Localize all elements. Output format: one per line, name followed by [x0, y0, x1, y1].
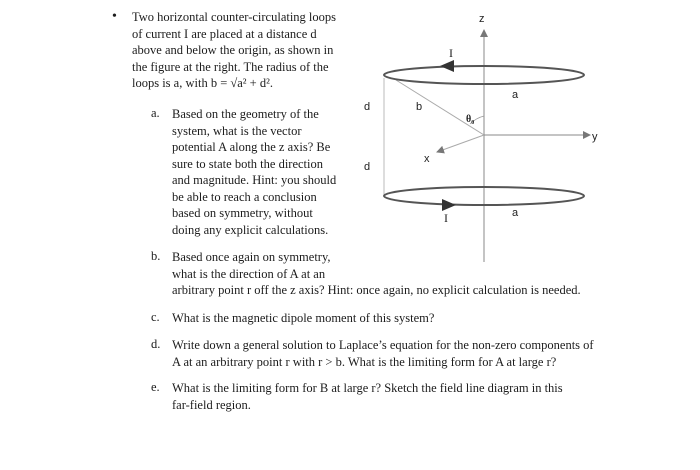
d-lower-label: d [364, 161, 371, 173]
question-d-line: A at an arbitrary point r with r > b. What is the limiting form for A at large r? [172, 354, 557, 369]
d-upper-label: d [364, 101, 371, 113]
question-a-line: based on symmetry, without [172, 206, 313, 220]
question-b-line: Based once again on symmetry, [172, 250, 331, 264]
question-a-line: be able to reach a conclusion [172, 189, 317, 204]
bottom-current-arrow [442, 199, 456, 211]
question-e-letter: e. [151, 380, 160, 394]
x-axis-label: x [424, 153, 430, 165]
theta-label: θ₀ [466, 114, 475, 125]
b-radius-line [396, 80, 484, 135]
intro-line: of current I are placed at a distance d [132, 26, 317, 41]
intro-line: above and below the origin, as shown in [132, 43, 334, 57]
question-d-line: Write down a general solution to Laplace’s equation for the non-zero components of [172, 338, 594, 352]
top-current-arrow [440, 60, 454, 72]
question-b-letter: b. [151, 249, 161, 263]
current-bottom-label: I [444, 211, 448, 225]
question-a-line: sure to state both the direction [172, 156, 324, 171]
z-axis-label: z [479, 13, 485, 25]
question-a-letter: a. [151, 106, 160, 120]
question-a-line: system, what is the vector [172, 123, 302, 138]
b-label: b [416, 101, 423, 113]
question-b-line: arbitrary point r off the z axis? Hint: once again, no explicit calculation is needed. [172, 283, 581, 297]
question-a-line: and magnitude. Hint: you should [172, 173, 337, 187]
radius-bottom-label: a [512, 207, 519, 219]
question-d-letter: d. [151, 337, 161, 351]
question-c-letter: c. [151, 310, 160, 324]
intro-line: Two horizontal counter-circulating loops [132, 10, 337, 24]
question-a-line: doing any explicit calculations. [172, 222, 329, 237]
x-axis [437, 135, 484, 152]
intro-line: the figure at the right. The radius of the [132, 59, 329, 74]
question-a-line: Based on the geometry of the [172, 107, 319, 121]
intro-line: loops is a, with b = √a² + d². [132, 76, 273, 90]
question-b-line: what is the direction of A at an [172, 266, 326, 281]
radius-top-label: a [512, 89, 519, 101]
question-e-line: What is the limiting form for B at large r? Sketch the field line diagram in this [172, 381, 563, 395]
bullet: • [112, 9, 117, 24]
y-axis-label: y [592, 131, 598, 143]
question-a-line: potential A along the z axis? Be [172, 140, 331, 154]
question-c-line: What is the magnetic dipole moment of this system? [172, 311, 435, 325]
current-top-label: I [449, 46, 453, 60]
question-e-line: far-field region. [172, 397, 251, 412]
